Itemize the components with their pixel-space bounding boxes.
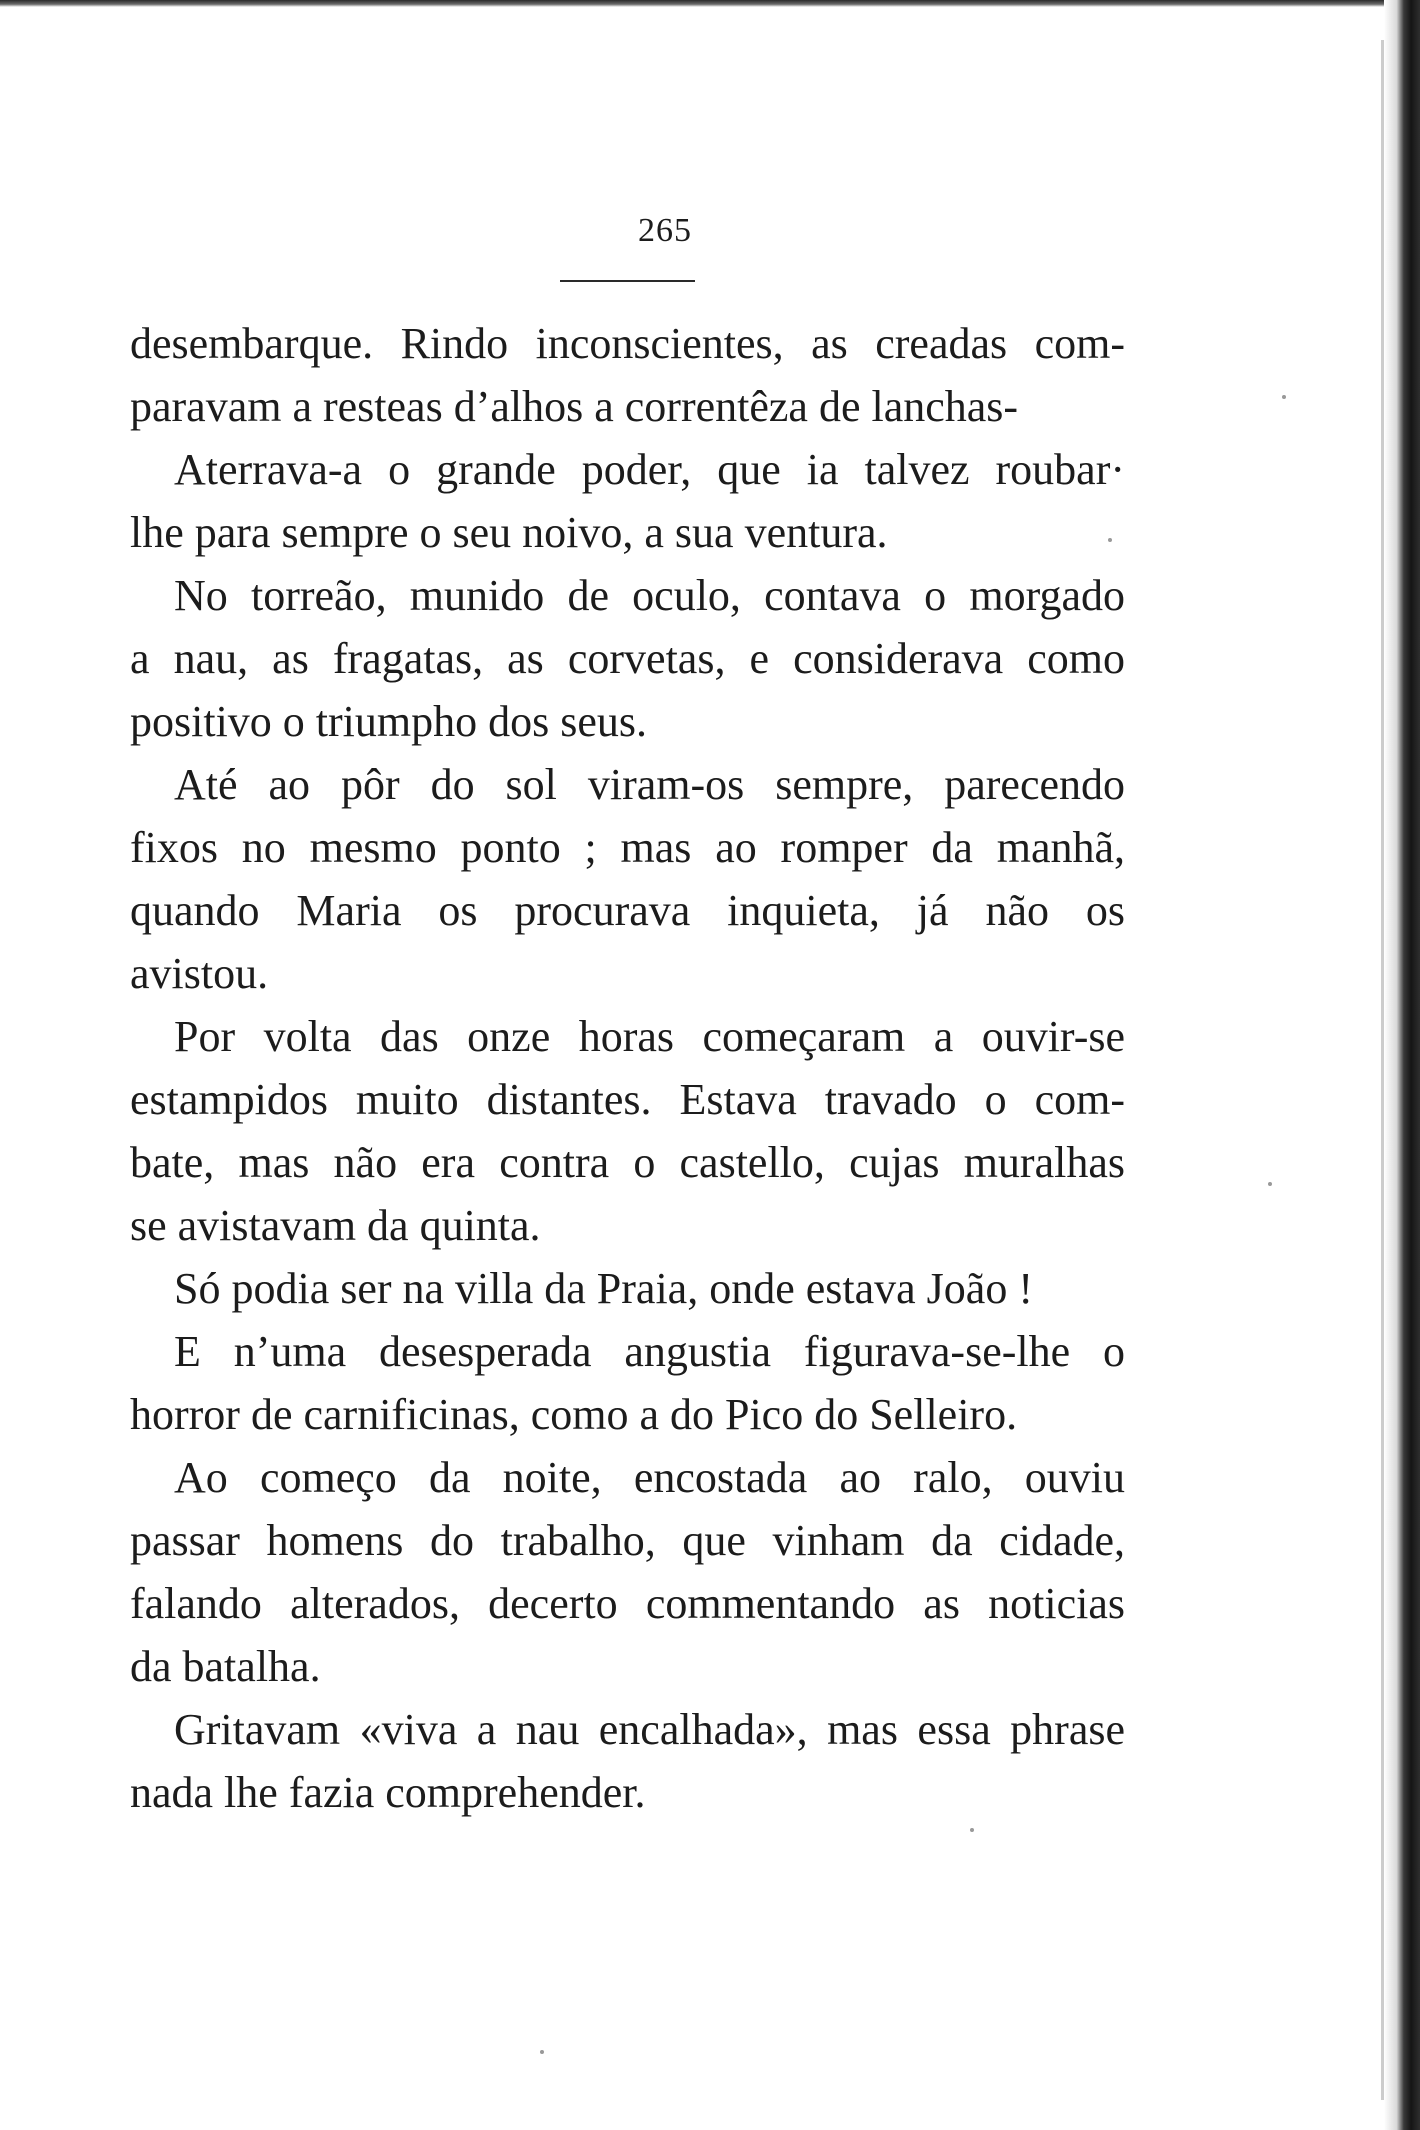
text-line: desembarque. Rindo inconscientes, as creadas com- bbox=[130, 319, 1125, 368]
book-spine-shadow bbox=[1384, 0, 1420, 2130]
page-number: 265 bbox=[638, 212, 692, 249]
paper-speck bbox=[1268, 1182, 1272, 1186]
text-line: E n’uma desesperada angustia figurava-se-lhe o bbox=[174, 1327, 1125, 1376]
paper-speck bbox=[970, 1828, 974, 1832]
page-top-edge bbox=[0, 0, 1400, 7]
text-line: Ao começo da noite, encostada ao ralo, ouviu bbox=[174, 1453, 1125, 1502]
text-line: Até ao pôr do sol viram-os sempre, parecendo bbox=[174, 760, 1125, 809]
paper-speck bbox=[1108, 538, 1112, 542]
text-line: Gritavam «viva a nau encalhada», mas essa phrase bbox=[174, 1705, 1125, 1754]
body-text bbox=[130, 312, 1125, 1824]
text-line: positivo o triumpho dos seus. bbox=[130, 697, 648, 746]
text-line: passar homens do trabalho, que vinham da cidade, bbox=[130, 1516, 1125, 1565]
paper-speck bbox=[540, 2050, 544, 2054]
text-line: a nau, as fragatas, as corvetas, e considerava como bbox=[130, 634, 1125, 683]
paper-speck bbox=[1282, 395, 1286, 399]
text-line: paravam a resteas d’alhos a correntêza de lanchas- bbox=[130, 382, 1019, 431]
text-line: bate, mas não era contra o castello, cujas muralhas bbox=[130, 1138, 1125, 1187]
text-line: Aterrava-a o grande poder, que ia talvez roubar· bbox=[174, 445, 1125, 494]
text-line: lhe para sempre o seu noivo, a sua ventura. bbox=[130, 508, 888, 557]
text-line: fixos no mesmo ponto ; mas ao romper da manhã, bbox=[130, 823, 1125, 872]
text-line: avistou. bbox=[130, 949, 269, 998]
text-line: da batalha. bbox=[130, 1642, 321, 1691]
text-line: falando alterados, decerto commentando as noticias bbox=[130, 1579, 1125, 1628]
text-line: No torreão, munido de oculo, contava o morgado bbox=[174, 571, 1125, 620]
text-line: Por volta das onze horas começaram a ouvir-se bbox=[174, 1012, 1125, 1061]
page-edge-line bbox=[1381, 40, 1384, 2100]
page-number-rule bbox=[560, 280, 695, 282]
text-line: se avistavam da quinta. bbox=[130, 1201, 541, 1250]
text-line: Só podia ser na villa da Praia, onde estava João ! bbox=[174, 1264, 1033, 1313]
text-line: horror de carnificinas, como a do Pico do Selleiro. bbox=[130, 1390, 1018, 1439]
text-line: quando Maria os procurava inquieta, já não os bbox=[130, 886, 1125, 935]
text-line: nada lhe fazia comprehender. bbox=[130, 1768, 646, 1817]
text-line: estampidos muito distantes. Estava travado o com- bbox=[130, 1075, 1125, 1124]
